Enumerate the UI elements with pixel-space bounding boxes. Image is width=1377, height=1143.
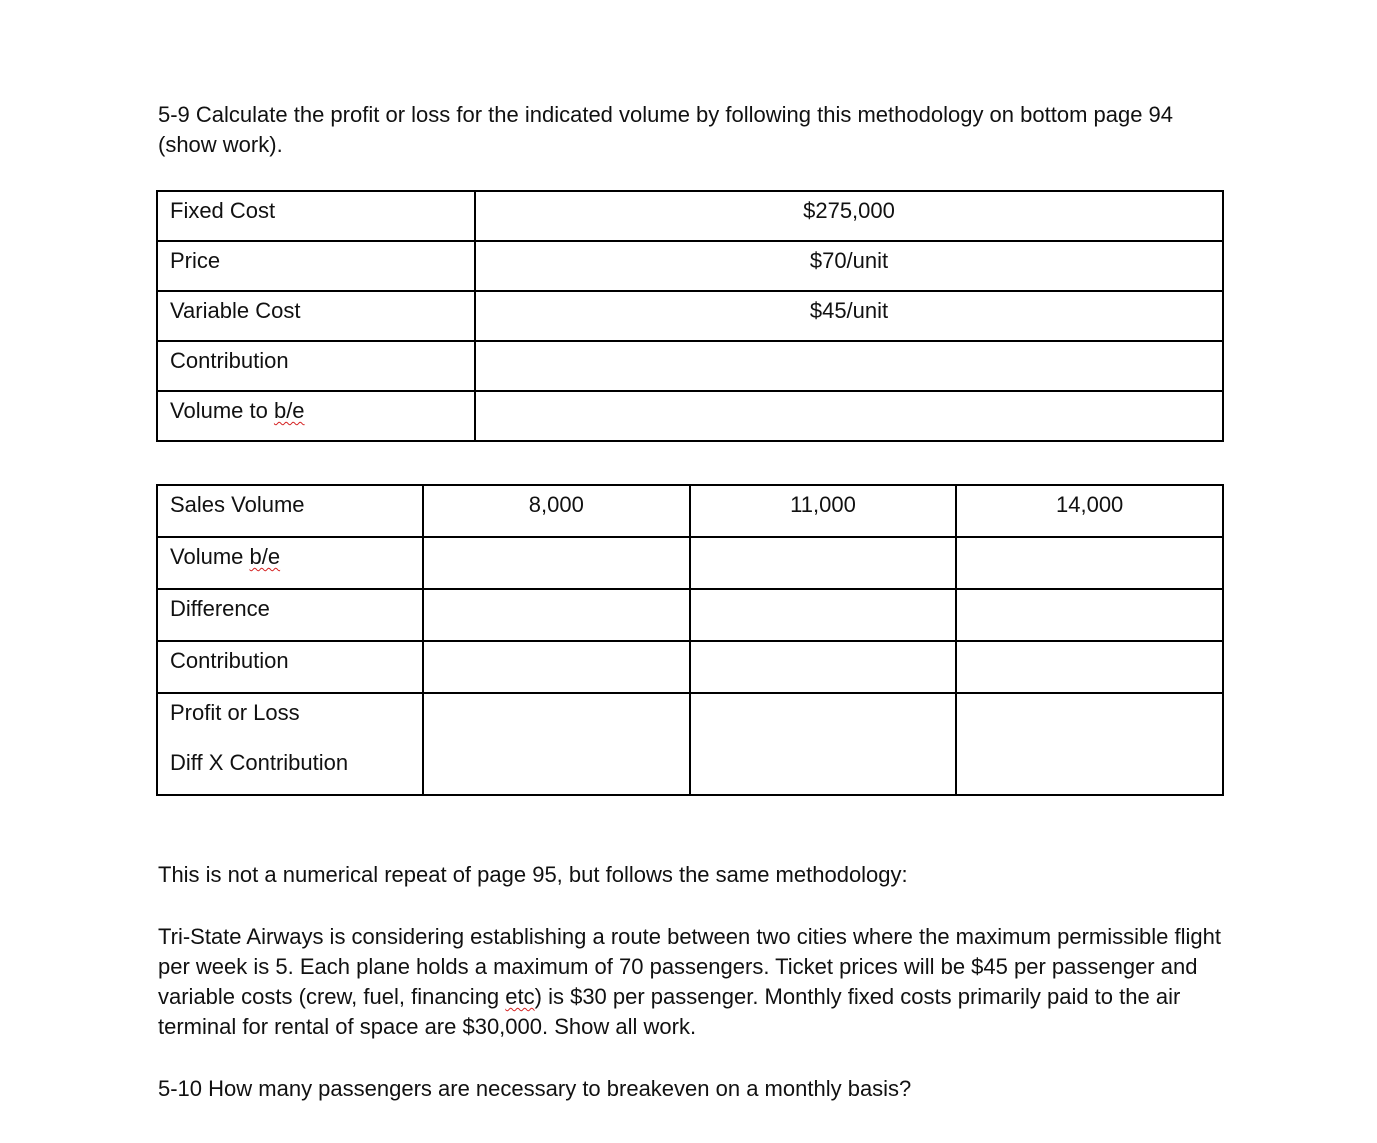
volume-to-be-flagged-word: b/e: [273, 398, 305, 423]
note-paragraph: This is not a numerical repeat of page 95, but follows the same methodology:: [158, 862, 908, 887]
variable-cost-value: $45/unit: [475, 291, 1223, 341]
profit-or-loss-cell-1: [423, 693, 690, 795]
volume-be-cell-1: [423, 537, 690, 589]
volume-to-be-label: [157, 391, 475, 441]
table-row: [157, 391, 1223, 441]
variable-cost-label: Variable Cost: [157, 291, 475, 341]
profit-or-loss-cell-2: [690, 693, 957, 795]
table-row: [157, 291, 1223, 341]
table-row: [157, 641, 1223, 693]
sales-volume-1: 8,000: [423, 485, 690, 537]
contribution-label: Contribution: [157, 341, 475, 391]
table-row: [157, 191, 1223, 241]
scenario-flagged-word: etc: [505, 984, 535, 1009]
volume-to-be-value-cell: [475, 391, 1223, 441]
volume-be-prefix: Volume: [170, 544, 250, 569]
inputs-table: [156, 190, 1224, 442]
scenario-text-before: Tri-State Airways is considering establishing a route between two cities where the maximum permissible flight per week is 5. Each plane holds a maximum of 70 passengers. Ticket prices will be $45 per passenger and variable costs (crew, fuel, financing: [158, 924, 1221, 1009]
difference-cell-2: [690, 589, 957, 641]
profit-or-loss-text: Profit or Loss: [170, 700, 300, 725]
volume-be-label: [157, 537, 423, 589]
contribution-value-cell: [475, 341, 1223, 391]
contribution-row-label: Contribution: [157, 641, 423, 693]
difference-cell-3: [956, 589, 1223, 641]
volume-be-flagged-word: b/e: [249, 544, 281, 569]
table-row: [157, 485, 1223, 537]
fixed-cost-label: Fixed Cost: [157, 191, 475, 241]
sales-volume-2: 11,000: [690, 485, 957, 537]
question-paragraph: 5-10 How many passengers are necessary to breakeven on a monthly basis?: [158, 1076, 912, 1101]
sales-volume-3: 14,000: [956, 485, 1223, 537]
difference-cell-1: [423, 589, 690, 641]
price-value: $70/unit: [475, 241, 1223, 291]
table-row: [157, 341, 1223, 391]
contribution-cell-2: [690, 641, 957, 693]
contribution-cell-1: [423, 641, 690, 693]
volume-table: [156, 484, 1224, 796]
difference-label: Difference: [157, 589, 423, 641]
fixed-cost-value: $275,000: [475, 191, 1223, 241]
volume-be-cell-2: [690, 537, 957, 589]
contribution-cell-3: [956, 641, 1223, 693]
table-row: [157, 537, 1223, 589]
table-row: [157, 241, 1223, 291]
table-row: [157, 693, 1223, 795]
scenario-text-after: ) is $30 per passenger. Monthly fixed costs primarily paid to the air terminal for rental of space are $30,000. Show all work.: [158, 984, 1181, 1039]
scenario-paragraph: [158, 922, 1238, 1042]
profit-or-loss-cell-3: [956, 693, 1223, 795]
intro-paragraph: 5-9 Calculate the profit or loss for the indicated volume by following this methodology on bottom page 94 (show work).: [158, 102, 1174, 157]
diff-x-contribution-text: Diff X Contribution: [170, 750, 349, 775]
profit-or-loss-label: [157, 693, 423, 795]
price-label: Price: [157, 241, 475, 291]
volume-be-cell-3: [956, 537, 1223, 589]
volume-to-be-prefix: Volume to: [170, 398, 274, 423]
table-row: [157, 589, 1223, 641]
sales-volume-label: Sales Volume: [157, 485, 423, 537]
